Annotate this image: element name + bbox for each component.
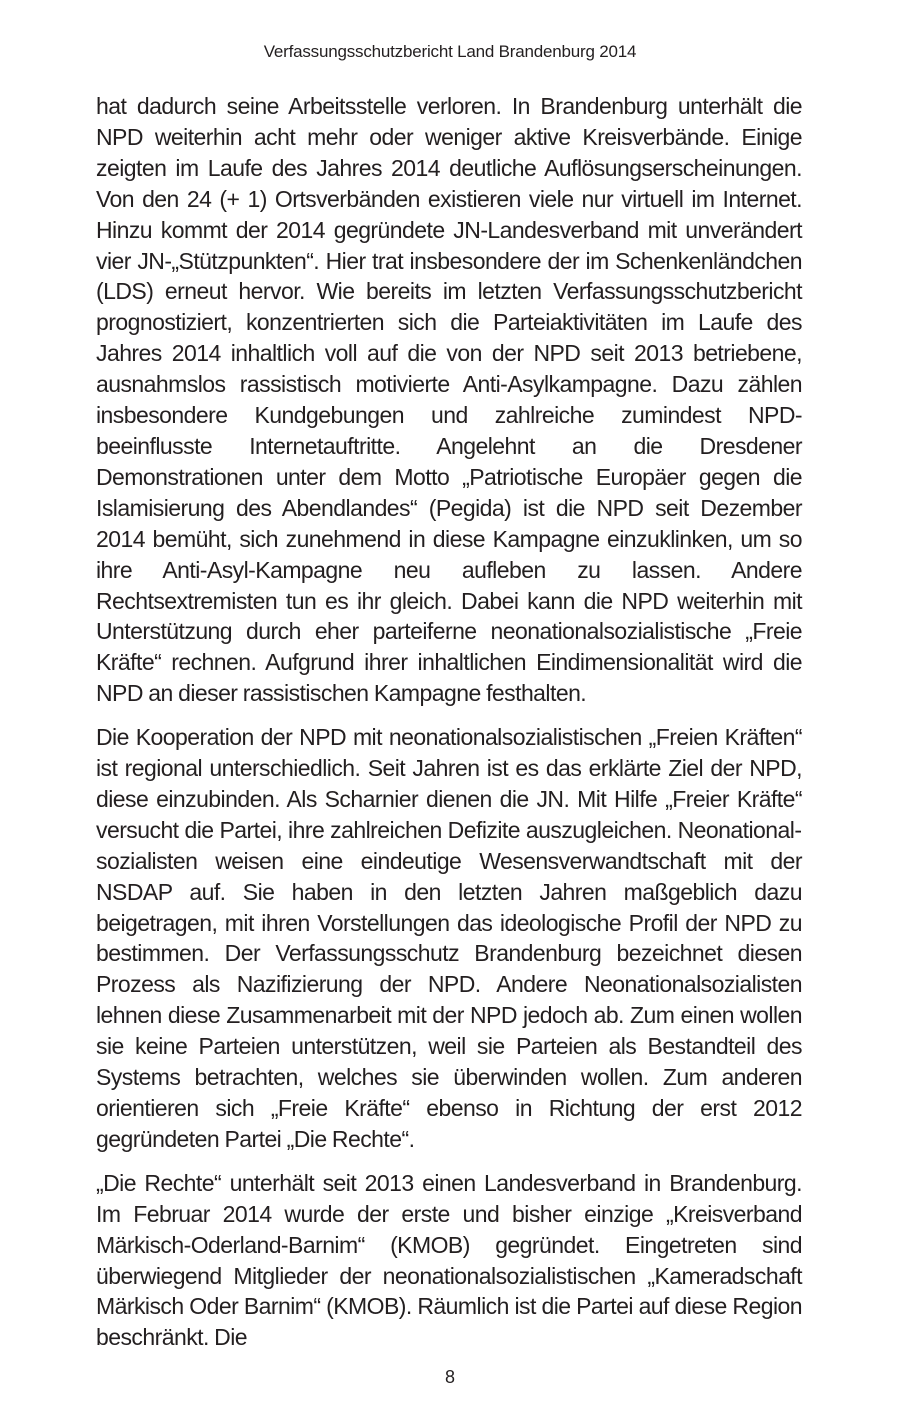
page-number: 8 bbox=[444, 1367, 455, 1387]
body-text bbox=[96, 91, 802, 1366]
paragraph-die-rechte: „Die Rechte“ unterhält seit 2013 einen Landesverband in Brandenburg. Im Februar 2014 wurde der erste und bisher einzige „Kreisverband Märkisch-Oderland-Barnim“ (KMOB) gegründet. Eingetreten sind überwiegend Mitglieder der neonationalsozialistischen „Kameradschaft Märkisch Oder Barnim“ (KMOB). Räumlich ist die Partei auf diese Region beschränkt. Die bbox=[96, 1169, 802, 1351]
paragraph-npd-cooperation: Die Kooperation der NPD mit neonationalsozialistischen „Freien Kräften“ ist regional unterschiedlich. Seit Jahren ist es das erklärte Ziel der NPD, diese einzubinden. Als Scharnier dienen die JN. Mit Hilfe „Freier Kräfte“ versucht die Partei, ihre zahlreichen Defizite auszugleichen. Neonationalsozialisten weisen eine eindeutige Wesensverwandtschaft mit der NSDAP auf. Sie haben in den letzten Jahren maßgeblich dazu beigetragen, mit ihren Vorstellungen das ideologische Profil der NPD zu bestimmen. Der Verfassungsschutz Brandenburg bezeichnet diesen Prozess als Nazifizierung der NPD. Andere Neonationalsozialisten lehnen diese Zusammenarbeit mit der NPD jedoch ab. Zum einen wollen sie keine Parteien unterstützen, weil sie Parteien als Bestandteil des Systems betrachten, welches sie überwinden wollen. Zum anderen orientieren sich „Freie Kräfte“ ebenso in Richtung der erst 2012 gegründeten Partei „Die Rechte“. bbox=[96, 724, 802, 1152]
paragraph-npd-activities: hat dadurch seine Arbeitsstelle verloren. In Brandenburg unterhält die NPD weiterhin acht mehr oder weniger aktive Kreisverbände. Einige zeigten im Laufe des Jahres 2014 deutliche Auflösungserscheinungen. Von den 24 (+ 1) Ortsverbänden existieren viele nur virtuell im Internet. Hinzu kommt der 2014 gegründete JN-Landesverband mit unverändert vier JN-„Stützpunkten“. Hier trat insbesondere der im Schenkenländchen (LDS) erneut hervor. Wie bereits im letzten Verfassungsschutzbericht prognostiziert, konzentrierten sich die Parteiaktivitäten im Laufe des Jahres 2014 inhaltlich voll auf die von der NPD seit 2013 betriebene, ausnahmslos rassistisch motivierte Anti-Asylkampagne. Dazu zählen insbesondere Kundgebungen und zahlreiche zumindest NPD-beeinflusste Internetauftritte. Angelehnt an die Dresdener Demonstrationen unter dem Motto „Patriotische Europäer gegen die Islamisierung des Abendlandes“ (Pegida) ist die NPD seit Dezember 2014 bemüht, sich zunehmend in diese Kampagne einzuklinken, um so ihre Anti-Asyl-Kampagne neu aufleben zu lassen. Andere Rechtsextremisten tun es ihr gleich. Dabei kann die NPD weiterhin mit Unterstützung durch eher parteiferne neonationalsozialistische „Freie Kräfte“ rechnen. Aufgrund ihrer inhaltlichen Eindimensionalität wird die NPD an dieser rassistischen Kampagne festhalten. bbox=[96, 93, 802, 707]
running-header: Verfassungsschutzbericht Land Brandenburg 2014 bbox=[263, 42, 637, 61]
